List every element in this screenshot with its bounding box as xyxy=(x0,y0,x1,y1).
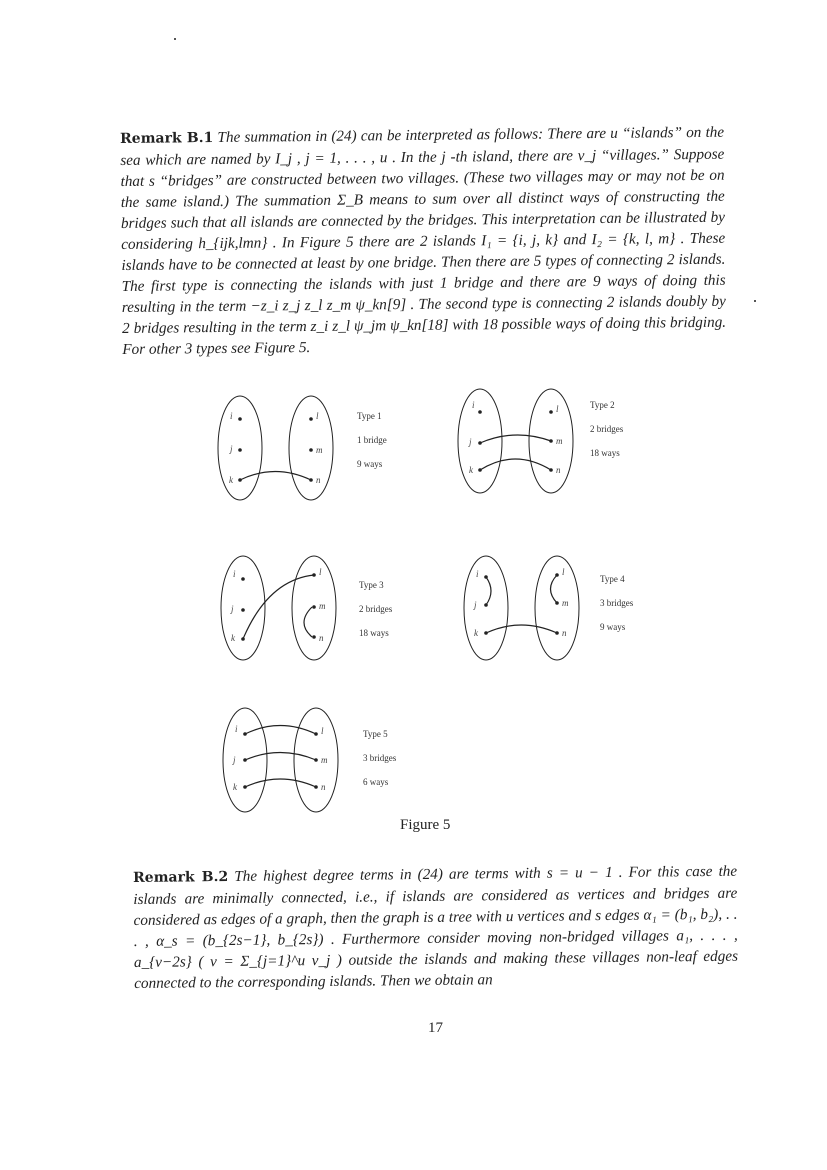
village-i xyxy=(241,577,245,581)
bridges-label: 2 bridges xyxy=(590,424,624,434)
bridge xyxy=(240,472,311,481)
page-number: 17 xyxy=(428,1020,443,1036)
ways-label: 18 ways xyxy=(590,448,620,458)
label-j: j xyxy=(233,755,236,765)
bridge xyxy=(480,459,551,470)
type-label: Type 4 xyxy=(600,574,625,584)
figure-type-4 xyxy=(456,555,686,675)
bridge xyxy=(486,577,491,605)
remark-b1-body: The summation in (24) can be interpreted as follows: There are u “islands” on the sea which are named by I_j , j = 1, . . . , u . In the j -th island, there are v_j “villages.” Suppose that s “bridges” are constructed between two villages. (These two villages may or may not be on the same island.) The summation Σ_B means to sum over all distinct ways of constructing the bridges such that all islands are connected by the bridges. This interpretation can be illustrated by considering h_{ijk,lmn} . In Figure 5 there are 2 islands I₁ = {i, j, k} and I₂ = {k, l, m} . These islands have to be connected at least by one bridge. Then there are 5 types of connecting 2 islands. The first type is connecting the islands with just 1 bridge and there are 9 ways of doing this resulting in the term −z_i z_j z_l z_m ψ_kn[9] . The second type is connecting 2 islands doubly by 2 bridges resulting in the term z_i z_l ψ_jm ψ_kn[18] with 18 possible ways of doing this bridging. For other 3 types see Figure 5. xyxy=(120,123,727,358)
label-i: i xyxy=(472,400,475,410)
figure-type-1 xyxy=(210,395,440,515)
bridge xyxy=(480,435,551,443)
island-1 xyxy=(218,396,262,500)
label-k: k xyxy=(231,633,235,643)
bridge xyxy=(245,779,316,787)
remark-b2-body: The highest degree terms in (24) are terms with s = u − 1 . For this case the islands are minimally connected, i.e., if islands are considered as vertices and bridges are considered as edges of a graph, then the graph is a tree with u vertices and s edges α₁ = (b₁, b₂), . . . , α_s = (b_{2s−1}, b_{2s}) . Furthermore consider moving non-bridged villages a₁, . . . , a_{v−2s} ( v = Σ_{j=1}^u v_j ) outside the islands and making these villages non-leaf edges connected to the corresponding islands. Then we obtain an xyxy=(133,862,739,992)
label-j: j xyxy=(230,444,233,454)
label-m: m xyxy=(562,598,569,608)
bridges-label: 3 bridges xyxy=(363,753,397,763)
label-n: n xyxy=(321,782,326,792)
bridge xyxy=(243,575,314,639)
label-i: i xyxy=(230,411,233,421)
bridge xyxy=(486,625,557,633)
label-j: j xyxy=(231,604,234,614)
label-m: m xyxy=(319,601,326,611)
label-l: l xyxy=(321,726,324,736)
label-i: i xyxy=(476,569,479,579)
remark-b2 xyxy=(133,861,738,994)
figure-type-5 xyxy=(215,707,445,827)
label-i: i xyxy=(233,569,236,579)
label-m: m xyxy=(321,755,328,765)
type-label: Type 2 xyxy=(590,400,615,410)
label-l: l xyxy=(556,404,559,414)
bridge xyxy=(304,607,312,637)
remark-b1-heading: Remark B.1 xyxy=(120,130,214,147)
label-n: n xyxy=(556,465,561,475)
village-l xyxy=(549,410,553,414)
ways-label: 9 ways xyxy=(600,622,626,632)
label-l: l xyxy=(319,567,322,577)
label-n: n xyxy=(319,633,324,643)
label-k: k xyxy=(233,782,237,792)
figure-type-3 xyxy=(213,555,443,675)
village-m xyxy=(312,605,316,609)
label-k: k xyxy=(469,465,473,475)
scan-speck xyxy=(174,38,176,40)
island-1 xyxy=(221,556,265,660)
bridge xyxy=(551,575,558,603)
label-i: i xyxy=(235,724,238,734)
village-i xyxy=(478,410,482,414)
island-1 xyxy=(458,389,502,493)
island-2 xyxy=(535,556,579,660)
village-m xyxy=(309,448,313,452)
label-n: n xyxy=(316,475,321,485)
label-j: j xyxy=(474,600,477,610)
ways-label: 18 ways xyxy=(359,628,389,638)
label-j: j xyxy=(469,437,472,447)
label-l: l xyxy=(562,567,565,577)
island-2 xyxy=(289,396,333,500)
label-n: n xyxy=(562,628,567,638)
bridge xyxy=(245,726,316,735)
village-j xyxy=(241,608,245,612)
remark-b2-heading: Remark B.2 xyxy=(133,869,229,886)
label-k: k xyxy=(474,628,478,638)
label-m: m xyxy=(556,436,563,446)
ways-label: 6 ways xyxy=(363,777,389,787)
type-label: Type 3 xyxy=(359,580,384,590)
village-n xyxy=(312,635,316,639)
bridges-label: 1 bridge xyxy=(357,435,387,445)
figure-type-2 xyxy=(450,388,680,508)
bridges-label: 2 bridges xyxy=(359,604,393,614)
label-k: k xyxy=(229,475,233,485)
island-1 xyxy=(464,556,508,660)
village-j xyxy=(238,448,242,452)
village-l xyxy=(309,417,313,421)
label-l: l xyxy=(316,411,319,421)
type-label: Type 1 xyxy=(357,411,382,421)
bridges-label: 3 bridges xyxy=(600,598,634,608)
ways-label: 9 ways xyxy=(357,459,383,469)
label-m: m xyxy=(316,445,323,455)
village-i xyxy=(238,417,242,421)
scan-speck xyxy=(754,300,756,302)
bridge xyxy=(245,753,316,761)
type-label: Type 5 xyxy=(363,729,388,739)
figure-caption: Figure 5 xyxy=(400,817,451,833)
remark-b1 xyxy=(120,122,726,360)
